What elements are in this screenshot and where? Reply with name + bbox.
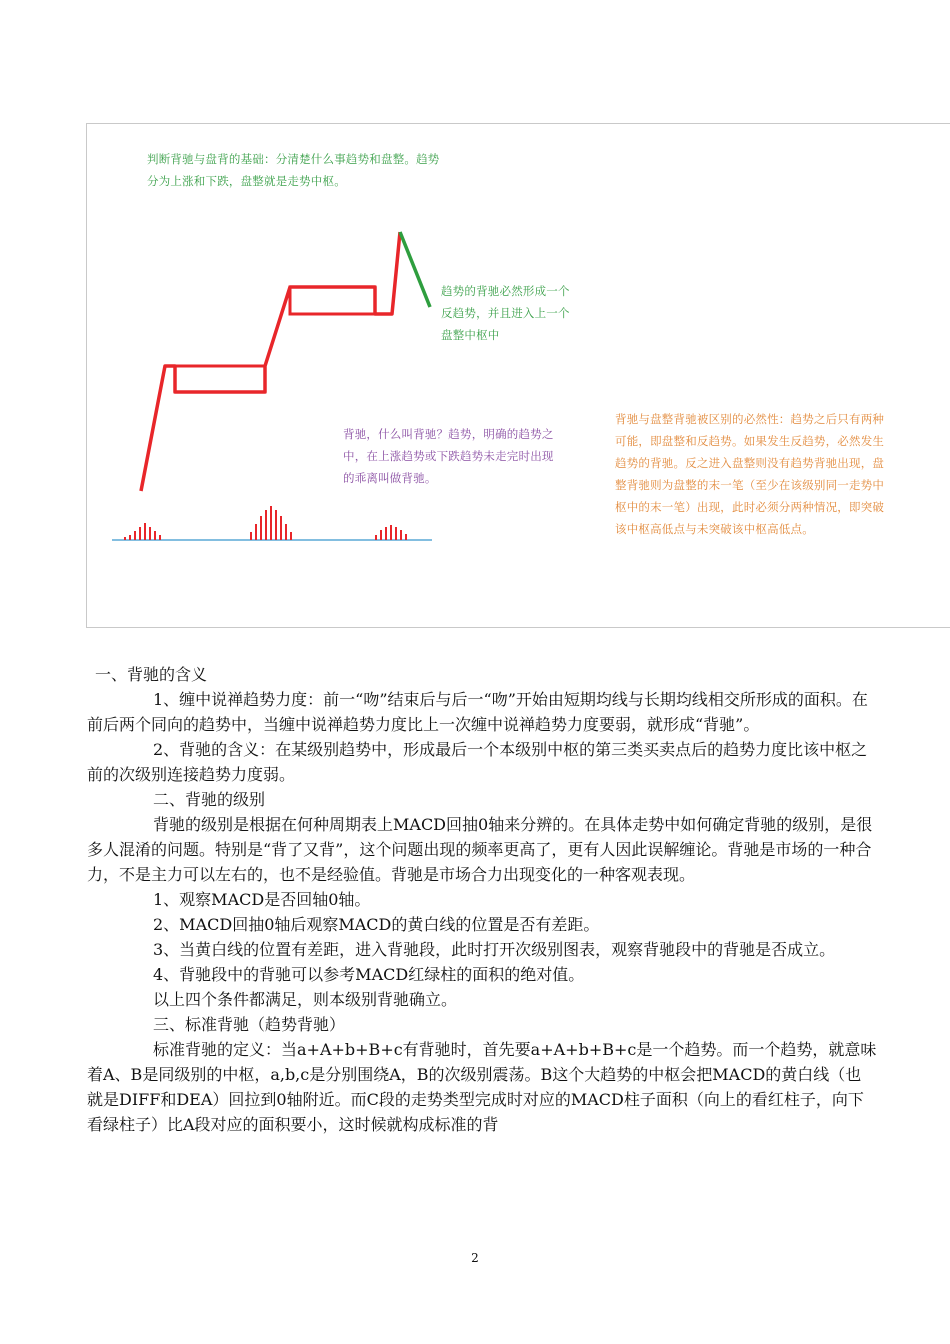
macd-bar	[285, 524, 287, 540]
macd-bar	[265, 510, 267, 540]
macd-bar	[290, 532, 292, 540]
zhongshu-box-1	[175, 366, 265, 392]
section-title-1: 一、背驰的含义	[95, 665, 208, 684]
macd-bar	[149, 527, 151, 540]
macd-bar	[270, 506, 272, 540]
zhongshu-box-2	[290, 287, 375, 314]
paragraph-2: 2、背驰的含义：在某级别趋势中，形成最后一个本级别中枢的第三类买卖点后的趋势力度比该中枢之前的次级别连接趋势力度弱。	[87, 740, 868, 784]
reversal-down-line	[400, 232, 430, 307]
paragraph-1: 1、缠中说禅趋势力度：前一“吻”结束后与后一“吻”开始由短期均线与长期均线相交所形成的面积。在前后两个同向的趋势中，当缠中说禅趋势力度比上一次缠中说禅趋势力度要弱，就形成“背驰”。	[87, 690, 868, 734]
trend-diagram	[87, 124, 950, 629]
macd-bar	[139, 527, 141, 540]
macd-bar	[375, 535, 377, 540]
note-reversal: 趋势的背驰必然形成一个反趋势，并且进入上一个盘整中枢中	[441, 284, 570, 342]
list-item-2: 2、MACD回抽0轴后观察MACD的黄白线的位置是否有差距。	[153, 915, 600, 934]
section-title-2: 二、背驰的级别	[153, 790, 266, 809]
note-divergence-definition: 背驰，什么叫背驰？趋势，明确的趋势之中，在上涨趋势或下跌趋势未走完时出现的乖离叫做背驰。	[343, 427, 554, 485]
macd-bar	[260, 516, 262, 540]
page-number: 2	[471, 1251, 479, 1265]
macd-bar	[154, 531, 156, 540]
paragraph-4: 标准背驰的定义：当a+A+b+B+c有背驰时，首先要a+A+b+B+c是一个趋势。而一个趋势，就意味着A、B是同级别的中枢，a,b,c是分别围绕A，B的次级别震荡。B这个大趋势的中枢会把MACD的黄白线（也就是DIFF和DEA）回拉到0轴附近。而C段的走势类型完成时对应的MACD柱子面积（向上的看红柱子，向下看绿柱子）比A段对应的面积要小，这时候就构成标准的背	[87, 1040, 877, 1134]
list-item-1: 1、观察MACD是否回轴0轴。	[153, 890, 371, 909]
macd-bar	[400, 530, 402, 540]
list-conclusion: 以上四个条件都满足，则本级别背驰确立。	[153, 990, 458, 1009]
list-item-3: 3、当黄白线的位置有差距，进入背驰段，此时打开次级别图表，观察背驰段中的背驰是否成立。	[153, 940, 836, 959]
trend-divergence-figure	[86, 123, 950, 628]
macd-bar	[255, 524, 257, 540]
macd-bar	[280, 516, 282, 540]
section-title-3: 三、标准背驰（趋势背驰）	[153, 1015, 346, 1034]
macd-bar	[134, 531, 136, 540]
macd-bar	[385, 527, 387, 540]
macd-bar	[405, 534, 407, 540]
macd-bar	[395, 527, 397, 540]
note-divergence-distinction: 背驰与盘整背驰被区别的必然性：趋势之后只有两种可能，即盘整和反趋势。如果发生反趋势，必然发生趋势的背驰。反之进入盘整则没有趋势背驰出现，盘整背驰则为盘整的末一笔（至少在该级别同一走势中枢中的末一笔）出现，此时必须分两种情况，即突破该中枢高低点与未突破该中枢高低点。	[615, 412, 885, 536]
macd-bar	[380, 530, 382, 540]
macd-bar	[144, 523, 146, 540]
note-trend-basis: 判断背驰与盘背的基础：分清楚什么事趋势和盘整。趋势分为上涨和下跌，盘整就是走势中枢。	[147, 152, 440, 188]
macd-bar	[129, 535, 131, 540]
paragraph-3: 背驰的级别是根据在何种周期表上MACD回抽0轴来分辨的。在具体走势中如何确定背驰的级别，是很多人混淆的问题。特别是“背了又背”，这个问题出现的频率更高了，更有人因此误解缠论。背驰是市场的一种合力，不是主力可以左右的，也不是经验值。背驰是市场合力出现变化的一种客观表现。	[87, 815, 873, 884]
macd-bar	[124, 537, 126, 540]
body-text	[87, 662, 877, 1137]
list-item-4: 4、背驰段中的背驰可以参考MACD红绿柱的面积的绝对值。	[153, 965, 585, 984]
macd-bar	[390, 525, 392, 540]
macd-histogram	[124, 506, 407, 540]
macd-bar	[250, 532, 252, 540]
macd-bar	[275, 510, 277, 540]
macd-bar	[159, 535, 161, 540]
